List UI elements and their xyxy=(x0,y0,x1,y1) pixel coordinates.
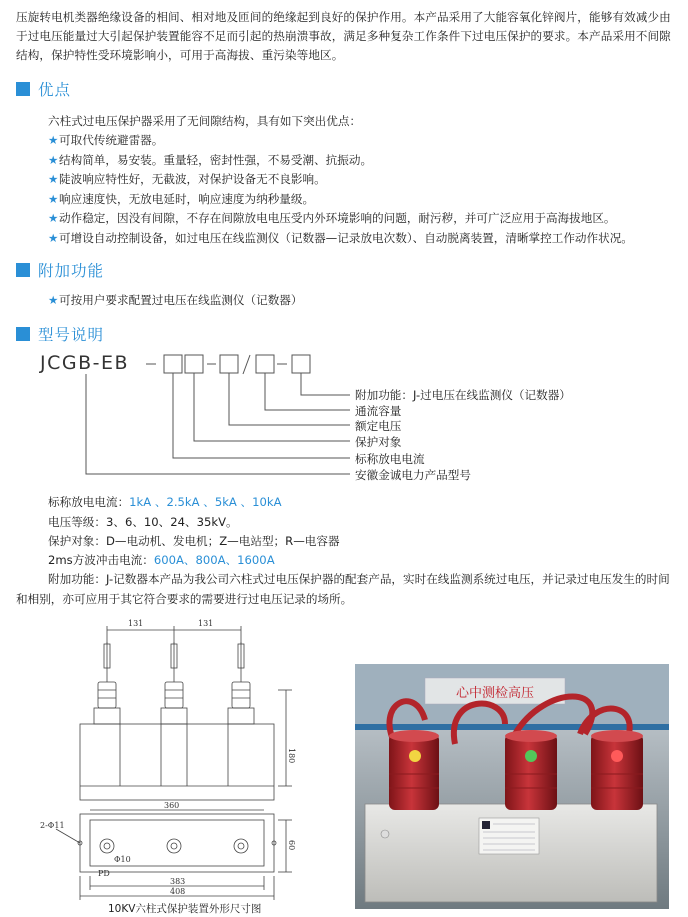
spec-extra-note: 附加功能：J-记数器本产品为我公司六柱式过电压保护器的配套产品，实时在线监测系统过电压，并记录过电压发生的时间和相别，亦可应用于其它符合要求的需要进行过电压记录的场所。 xyxy=(16,572,670,606)
legend-rated-voltage: 额定电压 xyxy=(355,419,402,433)
star-icon: ★ xyxy=(48,230,59,245)
dim-180: 180 xyxy=(287,748,296,764)
dimension-drawing xyxy=(36,614,296,914)
section-marker xyxy=(16,263,30,277)
drawing-caption: 10KV六柱式保护装置外形尺寸图 xyxy=(108,903,262,915)
star-icon: ★ xyxy=(48,191,59,206)
star-icon: ★ xyxy=(48,293,59,307)
spec-voltage: 电压等级：3、6、10、24、35kV。 xyxy=(48,515,238,529)
dim-60: 60 xyxy=(287,840,296,851)
dim-408: 408 xyxy=(170,887,186,896)
legend-nominal-current: 标称放电电流 xyxy=(355,452,425,466)
section-title-extra: 附加功能 xyxy=(38,262,105,280)
dim-hole: 2-Φ11 xyxy=(40,821,65,830)
list-item: ★ 动作稳定，因没有间隙，不存在间隙放电电压受内外环境影响的问题，耐污秽，并可广泛应用于高海拔地区。 xyxy=(48,209,633,229)
dim-360: 360 xyxy=(164,801,180,810)
list-item: ★ 可按用户要求配置过电压在线监测仪（记数器） xyxy=(48,291,302,311)
section-marker xyxy=(16,82,30,96)
star-icon: ★ xyxy=(48,172,59,187)
section-marker xyxy=(16,327,30,341)
dim-131-left: 131 xyxy=(128,619,144,628)
legend-extra-function: 附加功能：J-过电压在线监测仪（记数器） xyxy=(355,388,571,402)
list-item: ★ 结构简单，易安装。重量轻，密封性强，不易受潮、抗振动。 xyxy=(48,151,633,171)
spec-surge: 2ms方波冲击电流：600A、800A、1600A xyxy=(48,553,275,567)
spec-target: 保护对象：D—电动机、发电机；Z—电站型；R—电容器 xyxy=(48,534,340,548)
star-icon: ★ xyxy=(48,152,59,167)
product-photo xyxy=(355,664,669,909)
label-pd: PD xyxy=(98,869,110,878)
advantages-lead: 六柱式过电压保护器采用了无间隙结构，具有如下突出优点： xyxy=(48,114,362,128)
section-title-model: 型号说明 xyxy=(38,326,105,344)
dim-phi10: Φ10 xyxy=(114,855,131,864)
list-item: ★ 陡波响应特性好，无截波，对保护设备无不良影响。 xyxy=(48,170,633,190)
spec-current: 标称放电电流：1kA 、2.5kA 、5kA 、10kA xyxy=(48,495,282,509)
section-header-model xyxy=(16,323,104,345)
legend-product-model: 安徽金诚电力产品型号 xyxy=(355,468,471,482)
list-item: ★ 响应速度快，无放电延时，响应速度为纳秒量级。 xyxy=(48,190,633,210)
photo-sign: 心中测检高压 xyxy=(455,686,535,701)
section-title-advantages: 优点 xyxy=(38,81,72,99)
advantages-list xyxy=(48,131,633,249)
model-code: JCGB-EB xyxy=(40,352,130,374)
list-item: ★ 可取代传统避雷器。 xyxy=(48,131,633,151)
section-header-advantages xyxy=(16,78,71,100)
section-header-extra xyxy=(16,259,104,281)
extra-list xyxy=(48,291,302,311)
legend-flow-capacity: 通流容量 xyxy=(355,404,402,418)
star-icon: ★ xyxy=(48,211,59,226)
list-item: ★ 可增设自动控制设备，如过电压在线监测仪（记数器—记录放电次数）、自动脱离装置，清晰掌控工作动作状况。 xyxy=(48,229,633,249)
star-icon: ★ xyxy=(48,133,59,147)
intro-paragraph: 压旋转电机类器绝缘设备的相间、相对地及匝间的绝缘起到良好的保护作用。本产品采用了大能容氧化锌阀片，能够有效减少由于过电压能量过大引起保护装置能容不足而引起的热崩溃事故，满足多种复杂工作条件下过电压保护的要求。本产品采用不间隙结构，保护特性受环境影响小，可用于高海拔、重污染等地区。 xyxy=(16,10,671,62)
dim-383: 383 xyxy=(170,877,186,886)
dim-131-right: 131 xyxy=(198,619,214,628)
legend-protection-target: 保护对象 xyxy=(355,435,402,449)
